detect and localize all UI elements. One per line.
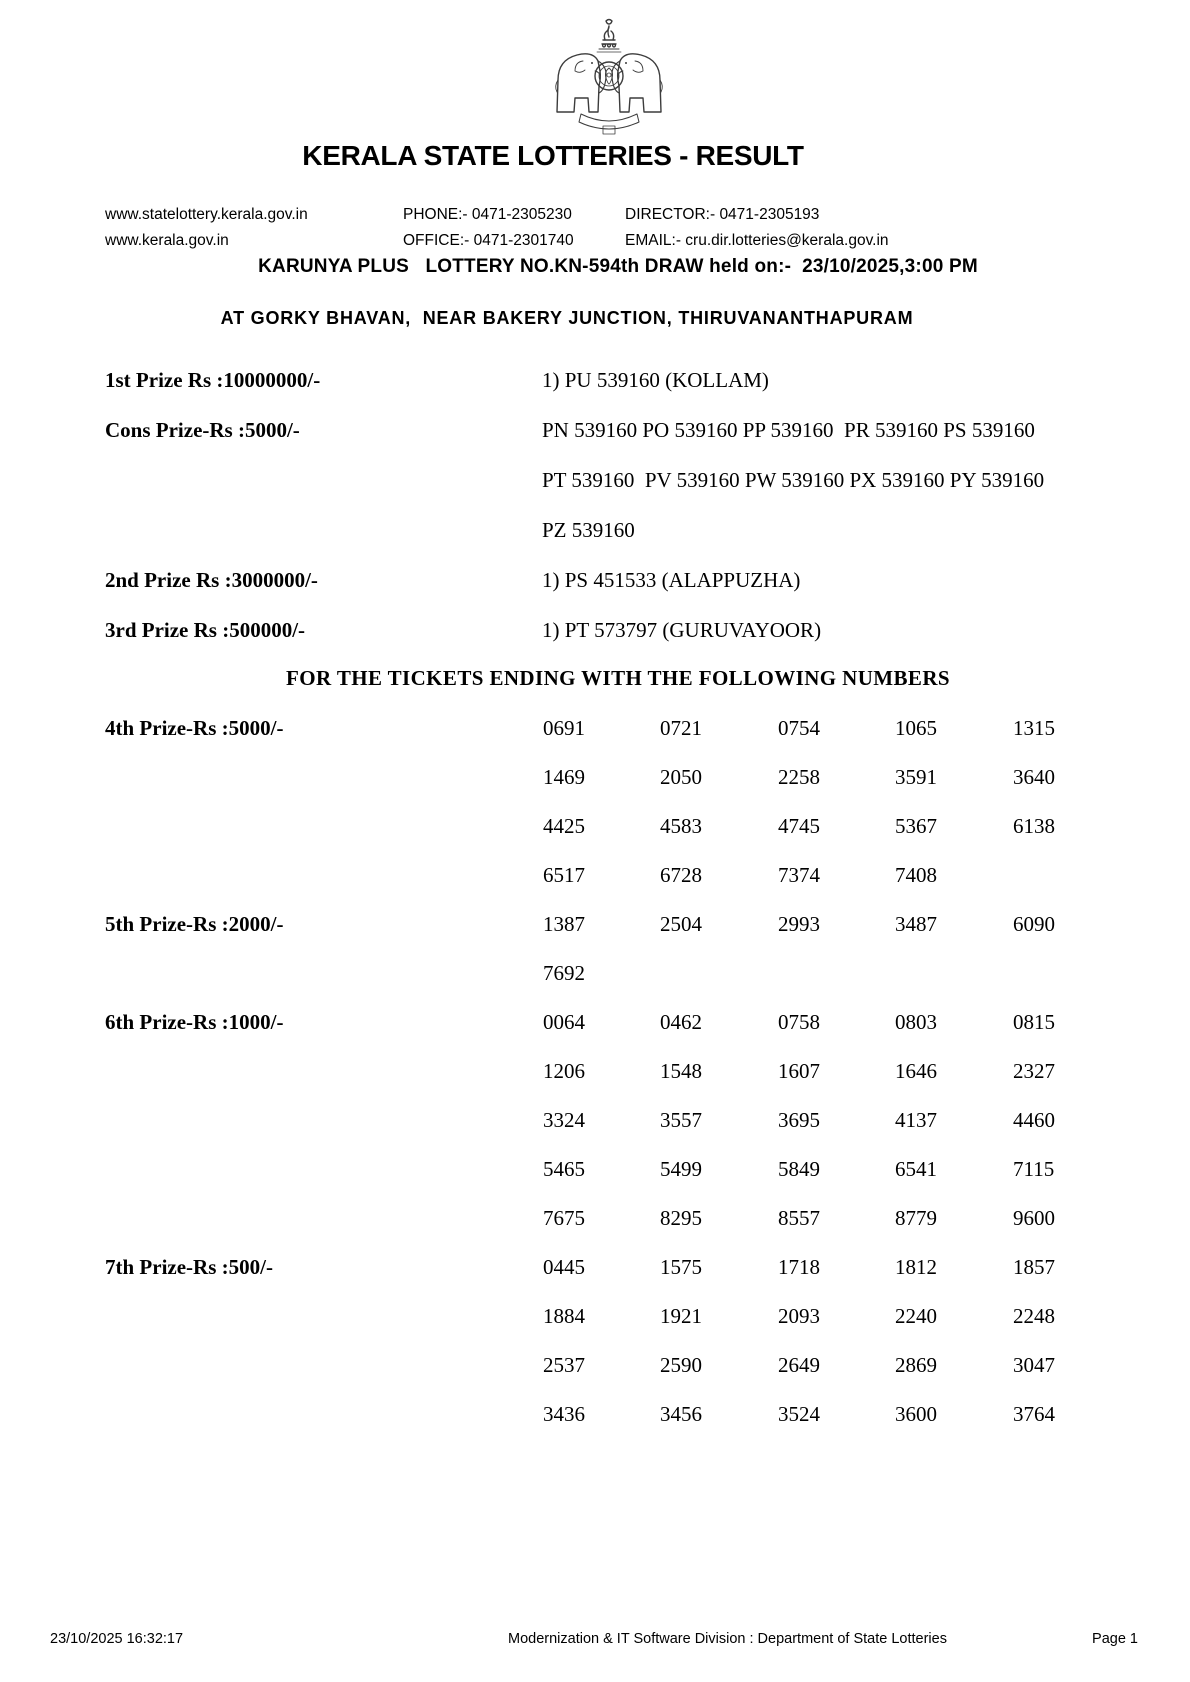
ticket-ending-number: 2240 (895, 1304, 937, 1328)
prize-label: 4th Prize-Rs :5000/- (105, 716, 284, 740)
ticket-ending-number: 6090 (1013, 912, 1055, 936)
ticket-ending-number: 7692 (543, 961, 585, 985)
kerala-state-emblem-icon (543, 14, 675, 138)
ticket-ending-number: 3640 (1013, 765, 1055, 789)
draw-title: KARUNYA PLUS LOTTERY NO.KN-594th DRAW held on:- 23/10/2025,3:00 PM (258, 256, 978, 277)
ticket-ending-number: 1548 (660, 1059, 702, 1083)
ticket-ending-number: 4137 (895, 1108, 937, 1132)
draw-venue: AT GORKY BHAVAN, NEAR BAKERY JUNCTION, THIRUVANANTHAPURAM (220, 308, 914, 328)
print-timestamp: 23/10/2025 16:32:17 (50, 1631, 184, 1647)
prize-winning-number: 1) PT 573797 (GURUVAYOOR) (542, 618, 822, 642)
phone-number: PHONE:- 0471-2305230 (403, 206, 572, 223)
prize-label: 5th Prize-Rs :2000/- (105, 912, 284, 936)
ticket-ending-number: 2537 (543, 1353, 585, 1377)
prize-winning-number: 1) PS 451533 (ALAPPUZHA) (542, 568, 801, 592)
ticket-ending-number: 8295 (660, 1206, 702, 1230)
ticket-ending-number: 1921 (660, 1304, 702, 1328)
ticket-ending-number: 5367 (895, 814, 937, 838)
ticket-ending-number: 2258 (778, 765, 820, 789)
ticket-ending-number: 2504 (660, 912, 702, 936)
elephant-left-icon (556, 54, 606, 112)
contact-block (105, 202, 1150, 254)
ending-numbers-heading: FOR THE TICKETS ENDING WITH THE FOLLOWING NUMBERS (286, 666, 950, 690)
ticket-number-row (0, 1157, 1190, 1206)
office-number: OFFICE:- 0471-2301740 (403, 232, 574, 249)
ticket-ending-number: 4583 (660, 814, 702, 838)
prize-row (0, 368, 1190, 418)
ticket-number-row (0, 961, 1190, 1010)
top-prizes-section (0, 368, 1190, 668)
ticket-ending-number: 1206 (543, 1059, 585, 1083)
prize-label: 3rd Prize Rs :500000/- (105, 618, 306, 642)
ticket-ending-number: 1387 (543, 912, 585, 936)
prize-label: 2nd Prize Rs :3000000/- (105, 568, 318, 592)
prize-row (0, 518, 1190, 568)
ticket-ending-number: 2649 (778, 1353, 820, 1377)
ticket-ending-number: 4745 (778, 814, 820, 838)
ticket-ending-number: 3557 (660, 1108, 702, 1132)
ticket-ending-number: 3695 (778, 1108, 820, 1132)
ticket-ending-number: 1469 (543, 765, 585, 789)
page-title: KERALA STATE LOTTERIES - RESULT (302, 140, 804, 171)
ending-prizes-section (0, 716, 1190, 1451)
ticket-ending-number: 3436 (543, 1402, 585, 1426)
ticket-ending-number: 3524 (778, 1402, 820, 1426)
ticket-ending-number: 7408 (895, 863, 937, 887)
ticket-ending-number: 5465 (543, 1157, 585, 1181)
ticket-ending-number: 7374 (778, 863, 820, 887)
ticket-number-row (0, 1108, 1190, 1157)
ticket-ending-number: 1607 (778, 1059, 820, 1083)
prize-label: Cons Prize-Rs :5000/- (105, 418, 300, 442)
prize-winning-number: PT 539160 PV 539160 PW 539160 PX 539160 PY 539160 (542, 468, 1045, 492)
ticket-ending-number: 5849 (778, 1157, 820, 1181)
ticket-number-row (0, 1353, 1190, 1402)
ticket-ending-number: 2093 (778, 1304, 820, 1328)
prize-label: 1st Prize Rs :10000000/- (105, 368, 321, 392)
ticket-number-row (0, 1304, 1190, 1353)
website-kerala: www.kerala.gov.in (105, 232, 229, 249)
ticket-number-row (0, 1255, 1190, 1304)
prize-winning-number: 1) PU 539160 (KOLLAM) (542, 368, 769, 392)
ticket-ending-number: 0721 (660, 716, 702, 740)
elephant-right-icon (612, 54, 662, 112)
ticket-ending-number: 0803 (895, 1010, 937, 1034)
ticket-ending-number: 3600 (895, 1402, 937, 1426)
ticket-ending-number: 1315 (1013, 716, 1055, 740)
ticket-number-row (0, 912, 1190, 961)
page-number: Page 1 (1092, 1631, 1138, 1647)
prize-row (0, 568, 1190, 618)
email-address: EMAIL:- cru.dir.lotteries@kerala.gov.in (625, 232, 889, 249)
ticket-ending-number: 3487 (895, 912, 937, 936)
lion-capital (597, 20, 621, 53)
ticket-ending-number: 0815 (1013, 1010, 1055, 1034)
ticket-ending-number: 1065 (895, 716, 937, 740)
ticket-ending-number: 9600 (1013, 1206, 1055, 1230)
ribbon-banner (579, 114, 639, 134)
ticket-ending-number: 7675 (543, 1206, 585, 1230)
ticket-number-row (0, 814, 1190, 863)
ticket-ending-number: 3456 (660, 1402, 702, 1426)
ticket-ending-number: 2050 (660, 765, 702, 789)
ticket-ending-number: 0758 (778, 1010, 820, 1034)
prize-label: 6th Prize-Rs :1000/- (105, 1010, 284, 1034)
ticket-ending-number: 2993 (778, 912, 820, 936)
ticket-ending-number: 6541 (895, 1157, 937, 1181)
ticket-ending-number: 2590 (660, 1353, 702, 1377)
ticket-ending-number: 6138 (1013, 814, 1055, 838)
ticket-ending-number: 8779 (895, 1206, 937, 1230)
prize-row (0, 468, 1190, 518)
ticket-number-row (0, 765, 1190, 814)
ticket-ending-number: 8557 (778, 1206, 820, 1230)
division-name: Modernization & IT Software Division : Department of State Lotteries (508, 1631, 947, 1647)
prize-row (0, 618, 1190, 668)
ticket-ending-number: 6728 (660, 863, 702, 887)
ticket-ending-number: 0754 (778, 716, 820, 740)
ticket-ending-number: 2248 (1013, 1304, 1055, 1328)
ticket-ending-number: 2327 (1013, 1059, 1055, 1083)
ticket-ending-number: 3324 (543, 1108, 585, 1132)
ticket-ending-number: 1857 (1013, 1255, 1055, 1279)
ticket-ending-number: 6517 (543, 863, 585, 887)
ticket-number-row (0, 1059, 1190, 1108)
contact-row (105, 228, 1150, 254)
ticket-ending-number: 1812 (895, 1255, 937, 1279)
ticket-ending-number: 2869 (895, 1353, 937, 1377)
ticket-ending-number: 1718 (778, 1255, 820, 1279)
ticket-number-row (0, 716, 1190, 765)
ticket-ending-number: 0691 (543, 716, 585, 740)
contact-row (105, 202, 1150, 228)
ticket-ending-number: 4460 (1013, 1108, 1055, 1132)
ticket-ending-number: 1884 (543, 1304, 585, 1328)
ticket-ending-number: 0064 (543, 1010, 585, 1034)
prize-label: 7th Prize-Rs :500/- (105, 1255, 273, 1279)
ticket-ending-number: 3047 (1013, 1353, 1055, 1377)
website-statelottery: www.statelottery.kerala.gov.in (105, 206, 308, 223)
ticket-ending-number: 1575 (660, 1255, 702, 1279)
ticket-ending-number: 7115 (1013, 1157, 1055, 1181)
ticket-number-row (0, 1010, 1190, 1059)
ticket-number-row (0, 1402, 1190, 1451)
ticket-number-row (0, 1206, 1190, 1255)
prize-row (0, 418, 1190, 468)
ticket-ending-number: 4425 (543, 814, 585, 838)
ticket-ending-number: 5499 (660, 1157, 702, 1181)
prize-winning-number: PN 539160 PO 539160 PP 539160 PR 539160 PS 539160 (542, 418, 1035, 442)
director-number: DIRECTOR:- 0471-2305193 (625, 206, 820, 223)
ticket-ending-number: 0462 (660, 1010, 702, 1034)
ticket-ending-number: 0445 (543, 1255, 585, 1279)
prize-winning-number: PZ 539160 (542, 518, 635, 542)
ticket-ending-number: 1646 (895, 1059, 937, 1083)
ticket-ending-number: 3591 (895, 765, 937, 789)
ticket-ending-number: 3764 (1013, 1402, 1055, 1426)
ticket-number-row (0, 863, 1190, 912)
